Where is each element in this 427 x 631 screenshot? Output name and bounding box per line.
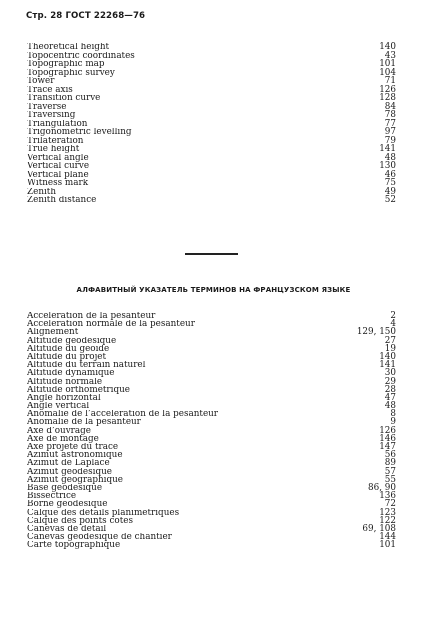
- index-page-number: 104: [379, 67, 396, 78]
- index-page-number: 48: [384, 401, 396, 412]
- index-page-number: 141: [379, 144, 396, 155]
- index-entry: [27, 43, 396, 52]
- index-entry: [27, 541, 396, 549]
- index-page-number: 2: [390, 311, 396, 321]
- index-page-number: 140: [379, 42, 396, 52]
- index-page-number: 78: [384, 110, 396, 121]
- index-term: Triangulation: [27, 119, 88, 129]
- index-entry: [27, 492, 396, 500]
- index-page-number: 130: [379, 161, 396, 172]
- index-entry: [27, 533, 396, 541]
- index-entry: [27, 337, 396, 345]
- index-term: Azimut geodesique: [27, 467, 112, 476]
- index-page-number: 86, 90: [368, 482, 396, 493]
- index-term: Base géodésique: [27, 483, 103, 493]
- index-term: Calque des détails planimétriques: [27, 508, 180, 517]
- index-entry: [27, 188, 396, 197]
- index-entry: [27, 402, 396, 410]
- index-page-number: 77: [384, 118, 396, 129]
- index-entry: [27, 435, 396, 443]
- index-page-number: 56: [384, 450, 396, 461]
- index-term: Azimut de Laplace: [27, 459, 110, 468]
- index-page-number: 71: [384, 76, 396, 87]
- index-page-number: 49: [384, 186, 396, 197]
- index-entry: [27, 386, 396, 394]
- index-term: Transition curve: [27, 94, 101, 103]
- index-term: Carte topographique: [27, 541, 121, 550]
- index-page-number: 89: [384, 458, 396, 469]
- index-entry: [27, 509, 396, 517]
- index-entry: [27, 500, 396, 508]
- index-term: Axe de montage: [27, 434, 99, 444]
- index-term: Azimut astronomique: [27, 451, 123, 460]
- index-page-number: 101: [379, 59, 396, 70]
- index-page-number: 28: [384, 384, 396, 395]
- index-page-number: 126: [379, 84, 396, 95]
- index-term: Vertical plane: [27, 170, 89, 180]
- index-term: Canevas de détail: [27, 524, 107, 534]
- index-entry: [27, 328, 396, 336]
- index-term: Borne géodésique: [27, 500, 108, 509]
- index-term: Altitude du géoide: [27, 344, 110, 353]
- index-entry: [27, 484, 396, 492]
- index-entry: [27, 410, 396, 418]
- index-entry: [27, 443, 396, 451]
- english-index-list: [27, 43, 396, 205]
- index-term: Theoretical height: [27, 43, 110, 52]
- index-page-number: 27: [384, 335, 396, 346]
- index-entry: [27, 427, 396, 435]
- index-term: Canevas géodésique de chantier: [27, 533, 172, 542]
- index-term: Calque des points cotés: [27, 516, 133, 525]
- index-term: Zenith distance: [27, 196, 97, 205]
- index-term: Altitude dynamique: [27, 369, 115, 378]
- index-entry: [27, 320, 396, 328]
- index-entry: [27, 120, 396, 129]
- index-entry: [27, 60, 396, 69]
- index-entry: [27, 171, 396, 180]
- index-entry: [27, 353, 396, 361]
- index-page-number: 101: [379, 540, 396, 551]
- index-term: Anomalie de l’accélération de la pesanteur: [27, 410, 219, 419]
- index-entry: [27, 111, 396, 120]
- index-term: Trilateration: [27, 136, 84, 146]
- index-entry: [27, 137, 396, 146]
- index-page-number: 129, 150: [356, 327, 396, 338]
- index-page-number: 69, 108: [362, 523, 396, 534]
- index-entry: [27, 378, 396, 386]
- index-page-number: 29: [384, 376, 396, 387]
- index-entry: [27, 312, 396, 320]
- page-header: Стр. 28 ГОСТ 22268—76: [26, 11, 146, 21]
- index-entry: [27, 525, 396, 533]
- index-page-number: 144: [379, 532, 396, 543]
- index-term: Topographic map: [27, 60, 105, 69]
- index-term: Trigonometric levelling: [27, 128, 132, 137]
- index-page-number: 43: [384, 50, 396, 61]
- index-term: Topocentric coordinates: [27, 51, 135, 61]
- index-term: Altitude du terrain naturel: [27, 361, 146, 370]
- index-term: Witness mark: [27, 179, 89, 188]
- index-entry: [27, 103, 396, 112]
- index-page-number: 97: [384, 127, 396, 138]
- index-page-number: 19: [384, 343, 396, 354]
- index-page-number: 128: [379, 93, 396, 104]
- index-term: Anomalie de la pesanteur: [27, 418, 141, 427]
- index-page-number: 79: [384, 135, 396, 146]
- french-index-heading: АЛФАВИТНЫЙ УКАЗАТЕЛЬ ТЕРМИНОВ НА ФРАНЦУЗСКОМ ЯЗЫКЕ: [76, 286, 351, 294]
- index-page-number: 75: [384, 178, 396, 189]
- index-term: Angle horizontal: [27, 393, 101, 403]
- index-entry: [27, 154, 396, 163]
- section-divider: [185, 253, 238, 255]
- index-term: Vertical angle: [27, 153, 89, 163]
- index-entry: [27, 361, 396, 369]
- index-entry: [27, 468, 396, 476]
- index-page-number: 4: [390, 319, 396, 330]
- index-entry: [27, 162, 396, 171]
- index-term: Traverse: [27, 102, 67, 112]
- index-term: Axe projeté du tracé: [27, 443, 119, 452]
- index-page-number: 123: [379, 507, 396, 518]
- index-term: True height: [27, 145, 80, 154]
- index-term: Zenith: [27, 187, 56, 197]
- index-page-number: 9: [390, 417, 396, 428]
- index-entry: [27, 196, 396, 205]
- index-term: Azimut geographique: [27, 475, 123, 484]
- index-entry: [27, 476, 396, 484]
- index-entry: [27, 369, 396, 377]
- index-term: Altitude orthométrique: [27, 385, 130, 394]
- index-page-number: 141: [379, 360, 396, 371]
- index-page-number: 140: [379, 351, 396, 362]
- index-term: Tower: [27, 77, 55, 86]
- index-page-number: 57: [384, 466, 396, 477]
- index-term: Accélération de la pesanteur: [27, 312, 156, 321]
- index-page-number: 47: [384, 392, 396, 403]
- index-entry: [27, 94, 396, 103]
- french-index-list: [27, 312, 396, 549]
- index-term: Altitude normale: [27, 377, 103, 386]
- index-page-number: 146: [379, 433, 396, 444]
- index-page-number: 52: [384, 195, 396, 206]
- index-entry: [27, 128, 396, 137]
- index-term: Vertical curve: [27, 162, 90, 171]
- index-page-number: 46: [384, 169, 396, 180]
- index-page-number: 55: [384, 474, 396, 485]
- index-page-number: 30: [384, 368, 396, 379]
- index-page-number: 147: [379, 442, 396, 452]
- index-page-number: 8: [390, 409, 396, 420]
- index-entry: [27, 77, 396, 86]
- index-term: Traversing: [27, 111, 76, 120]
- index-page-number: 48: [384, 152, 396, 163]
- index-term: Angle vertical: [27, 402, 90, 411]
- index-entry: [27, 517, 396, 525]
- index-entry: [27, 451, 396, 459]
- index-entry: [27, 86, 396, 95]
- index-term: Altitude du projet: [27, 352, 107, 362]
- index-page-number: 72: [384, 499, 396, 510]
- index-term: Bissectrice: [27, 492, 77, 501]
- index-page-number: 122: [379, 515, 396, 526]
- index-entry: [27, 459, 396, 467]
- index-entry: [27, 52, 396, 61]
- index-page-number: 84: [384, 101, 396, 112]
- index-entry: [27, 345, 396, 353]
- index-term: Altitude géodésique: [27, 336, 117, 345]
- index-entry: [27, 394, 396, 402]
- index-entry: [27, 179, 396, 188]
- index-page-number: 126: [379, 425, 396, 436]
- index-entry: [27, 145, 396, 154]
- index-term: Alignement: [27, 328, 79, 337]
- index-page-number: 136: [379, 491, 396, 502]
- index-term: Trace axis: [27, 85, 73, 95]
- index-term: Axe d’ouvrage: [27, 426, 91, 435]
- index-entry: [27, 418, 396, 426]
- index-term: Topographic survey: [27, 68, 115, 78]
- index-entry: [27, 69, 396, 78]
- index-term: Accélération normale de la pesanteur: [27, 320, 195, 329]
